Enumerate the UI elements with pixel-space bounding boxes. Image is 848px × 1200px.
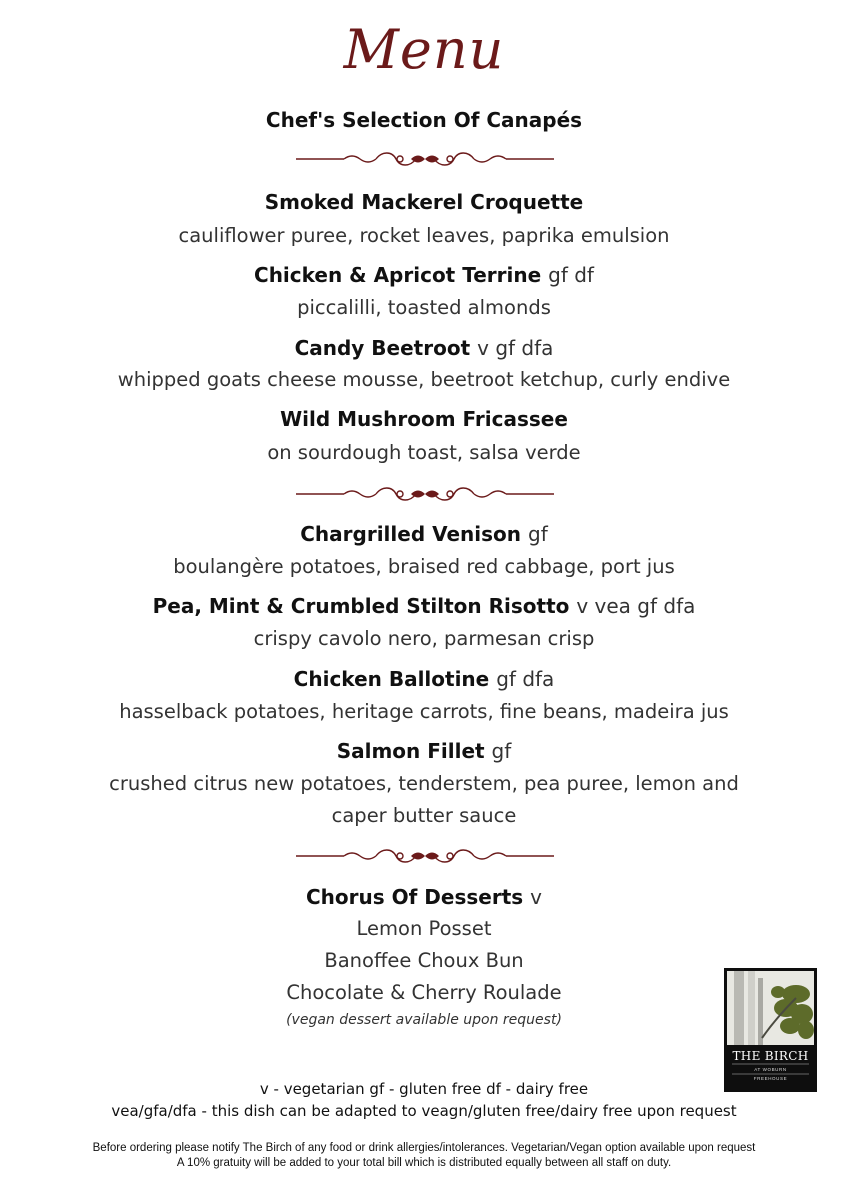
dietary-tags: v vea gf dfa — [576, 594, 696, 618]
dietary-tags: v gf dfa — [477, 336, 554, 360]
dish-description: on sourdough toast, salsa verde — [267, 441, 581, 464]
menu-title: Menu — [343, 18, 505, 81]
dessert-item: Chocolate & Cherry Roulade — [286, 981, 562, 1004]
dietary-tags: gf — [528, 522, 548, 546]
dish-name: Smoked Mackerel Croquette — [264, 190, 584, 214]
dish-name: Chicken & Apricot Terrine gf df — [254, 263, 594, 287]
dietary-key-adapt: vea/gfa/dfa - this dish can be adapted to veagn/gluten free/dairy free upon request — [111, 1102, 737, 1120]
dessert-item: Lemon Posset — [356, 917, 492, 940]
dessert-heading: Chorus Of Desserts v — [306, 885, 542, 909]
logo-subtitle: FREEHOUSE — [753, 1076, 788, 1081]
dish-name: Wild Mushroom Fricassee — [280, 407, 568, 431]
dish-name: Salmon Fillet gf — [336, 739, 512, 763]
ornamental-divider — [296, 487, 554, 501]
dish-name: Chargrilled Venison gf — [300, 522, 548, 546]
dish-description: crushed citrus new potatoes, tenderstem, pea puree, lemon and — [109, 772, 739, 795]
dish-description: hasselback potatoes, heritage carrots, fine beans, madeira jus — [119, 700, 729, 723]
dish-name: Pea, Mint & Crumbled Stilton Risotto v vea gf dfa — [152, 594, 696, 618]
logo-subtitle: AT WOBURN — [754, 1067, 787, 1072]
birch-tree-icon — [724, 968, 817, 1092]
dish-name: Chicken Ballotine gf dfa — [293, 667, 555, 691]
dietary-key: v - vegetarian gf - gluten free df - dairy free — [259, 1080, 589, 1098]
dietary-tags: gf — [491, 739, 512, 763]
dessert-item: Banoffee Choux Bun — [324, 949, 524, 972]
dietary-tags: gf dfa — [496, 667, 555, 691]
dish-description: cauliflower puree, rocket leaves, paprika emulsion — [178, 224, 670, 247]
gratuity-notice: A 10% gratuity will be added to your total bill which is distributed equally between all staff on duty. — [176, 1157, 672, 1169]
canapes-heading: Chef's Selection Of Canapés — [265, 108, 583, 132]
dietary-tags: v — [530, 885, 542, 909]
dish-description: boulangère potatoes, braised red cabbage, port jus — [173, 555, 675, 578]
allergy-notice: Before ordering please notify The Birch of any food or drink allergies/intolerances. Vegetarian/Vegan option available upon request — [92, 1142, 756, 1154]
ornamental-divider — [296, 152, 554, 166]
dish-description: caper butter sauce — [331, 804, 517, 827]
dish-name: Candy Beetroot v gf dfa — [294, 336, 554, 360]
dietary-tags: gf df — [548, 263, 594, 287]
dish-description: whipped goats cheese mousse, beetroot ketchup, curly endive — [117, 368, 731, 391]
vegan-dessert-note: (vegan dessert available upon request) — [286, 1012, 562, 1028]
ornamental-divider — [296, 849, 554, 863]
dish-description: piccalilli, toasted almonds — [297, 296, 551, 319]
dish-description: crispy cavolo nero, parmesan crisp — [253, 627, 595, 650]
the-birch-logo — [724, 968, 817, 1092]
logo-name: THE BIRCH — [732, 1049, 809, 1063]
